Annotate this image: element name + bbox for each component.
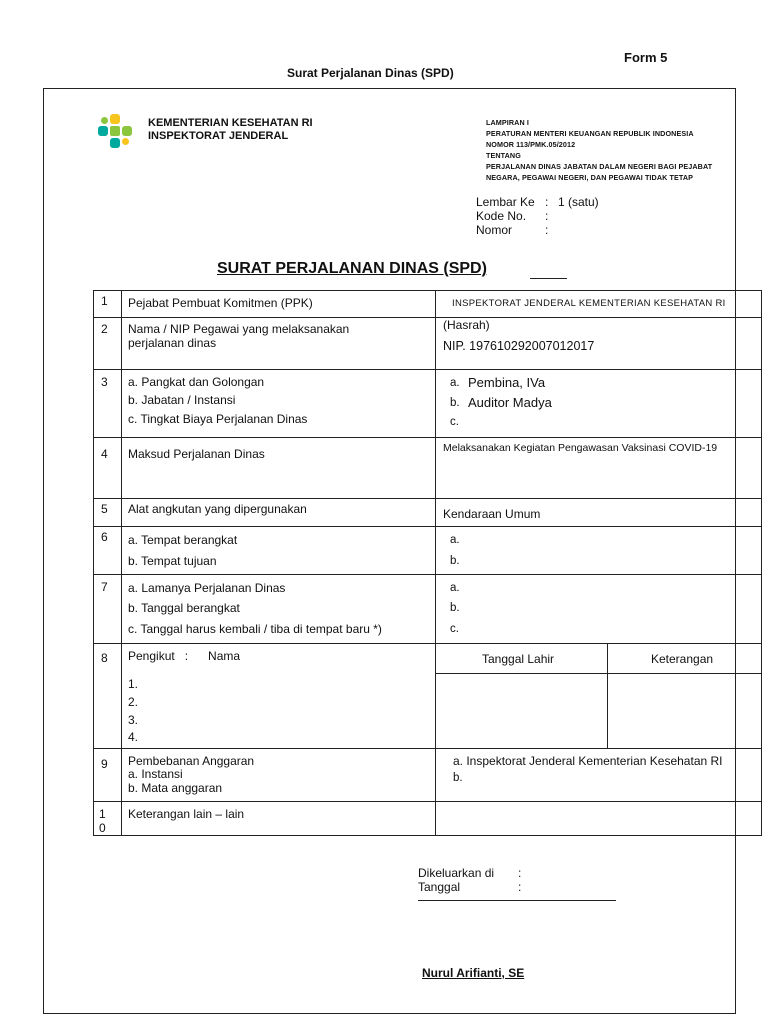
instansi-label: a. Instansi [128,767,183,781]
pegawai-name: (Hasrah) [443,318,490,332]
tanggal-berangkat-prefix: b. [450,602,460,614]
tanggal-lahir-header: Tanggal Lahir [482,652,555,666]
signatory-name: Nurul Arifianti, SE [422,966,525,980]
ppk-value: INSPEKTORAT JENDERAL KEMENTERIAN KESEHATAN RI [452,298,726,309]
title-underline-ext [530,278,567,279]
lembar-label: Lembar Ke [476,195,535,209]
row-number: 7 [101,580,108,594]
pengikut-item-1: 1. [128,677,139,691]
lembar-colon: : [545,195,549,209]
kode-colon: : [545,209,549,223]
tanggal-kembali-prefix: c. [450,623,459,635]
tingkat-biaya-prefix: c. [450,416,459,428]
instansi-value: a. Inspektorat Jenderal Kementerian Kesehatan RI [453,754,723,768]
mata-anggaran-prefix: b. [453,772,463,784]
maksud-value: Melaksanakan Kegiatan Pengawasan Vaksinasi COVID-19 [443,442,718,454]
form-subtitle: Surat Perjalanan Dinas (SPD) [287,66,454,80]
nomor-label: Nomor [476,223,513,237]
form-label: Form 5 [624,50,668,65]
lampiran-line-1: LAMPIRAN I [486,118,529,127]
lamanya-prefix: a. [450,582,460,594]
footer-divider [418,900,616,901]
lamanya-label: a. Lamanya Perjalanan Dinas [128,581,286,595]
tempat-tujuan-label: b. Tempat tujuan [128,554,217,568]
tempat-berangkat-label: a. Tempat berangkat [128,533,238,547]
org-line-1: KEMENTERIAN KESEHATAN RI [148,117,313,129]
pangkat-prefix: a. [450,377,460,389]
tanggal-label: Tanggal [418,880,461,894]
tanggal-colon: : [518,880,522,894]
jabatan-prefix: b. [450,397,460,409]
tanggal-kembali-label: c. Tanggal harus kembali / tiba di tempat baru *) [128,622,382,636]
ppk-label: Pejabat Pembuat Komitmen (PPK) [128,296,313,310]
keterangan-lain-label: Keterangan lain – lain [128,807,245,821]
document-title: SURAT PERJALANAN DINAS (SPD) [217,260,487,277]
lampiran-line-6: NEGARA, PEGAWAI NEGERI, DAN PEGAWAI TIDAK TETAP [486,173,694,182]
frame-gap [736,88,768,193]
row-number: 8 [101,651,108,665]
row-number: 3 [101,375,108,389]
org-line-2: INSPEKTORAT JENDERAL [148,130,289,142]
maksud-label: Maksud Perjalanan Dinas [128,447,265,461]
pengikut-label: Pengikut : Nama [128,649,241,663]
row-number: 5 [101,502,108,516]
tanggal-berangkat-label: b. Tanggal berangkat [128,601,240,615]
pengikut-item-2: 2. [128,695,139,709]
row-number: 9 [101,757,108,771]
lembar-value: 1 (satu) [558,195,599,209]
pembebanan-label: Pembebanan Anggaran [128,754,255,768]
alat-angkutan-label: Alat angkutan yang dipergunakan [128,502,307,516]
tempat-berangkat-prefix: a. [450,534,460,546]
nama-nip-label: Nama / NIP Pegawai yang melaksanakan [128,322,350,336]
kode-label: Kode No. [476,209,527,223]
jabatan-value: Auditor Madya [468,395,552,410]
row-number: 6 [101,530,108,544]
pangkat-label: a. Pangkat dan Golongan [128,375,265,389]
lampiran-line-4: TENTANG [486,151,521,160]
nama-nip-label-2: perjalanan dinas [128,336,217,350]
tingkat-biaya-label: c. Tingkat Biaya Perjalanan Dinas [128,412,308,426]
form-frame [43,88,736,1014]
keterangan-header: Keterangan [651,652,714,666]
jabatan-label: b. Jabatan / Instansi [128,393,236,407]
tempat-tujuan-prefix: b. [450,555,460,567]
lampiran-line-2: PERATURAN MENTERI KEUANGAN REPUBLIK INDONESIA [486,129,694,138]
row-number: 1 [101,294,108,308]
mata-anggaran-label: b. Mata anggaran [128,781,223,795]
row-number-cont: 0 [99,821,106,835]
nomor-colon: : [545,223,549,237]
row-number: 1 [99,807,106,821]
dikeluarkan-label: Dikeluarkan di [418,866,495,880]
dikeluarkan-colon: : [518,866,522,880]
pengikut-item-4: 4. [128,730,139,744]
lampiran-line-3: NOMOR 113/PMK.05/2012 [486,140,576,149]
kemenkes-logo-icon [97,113,133,149]
alat-angkutan-value: Kendaraan Umum [443,507,541,521]
pengikut-item-3: 3. [128,713,139,727]
row-number: 2 [101,322,108,336]
row-number: 4 [101,447,108,461]
pangkat-value: Pembina, IVa [468,375,546,390]
pegawai-nip: NIP. 197610292007012017 [443,339,595,353]
lampiran-line-5: PERJALANAN DINAS JABATAN DALAM NEGERI BAGI PEJABAT [486,162,713,171]
